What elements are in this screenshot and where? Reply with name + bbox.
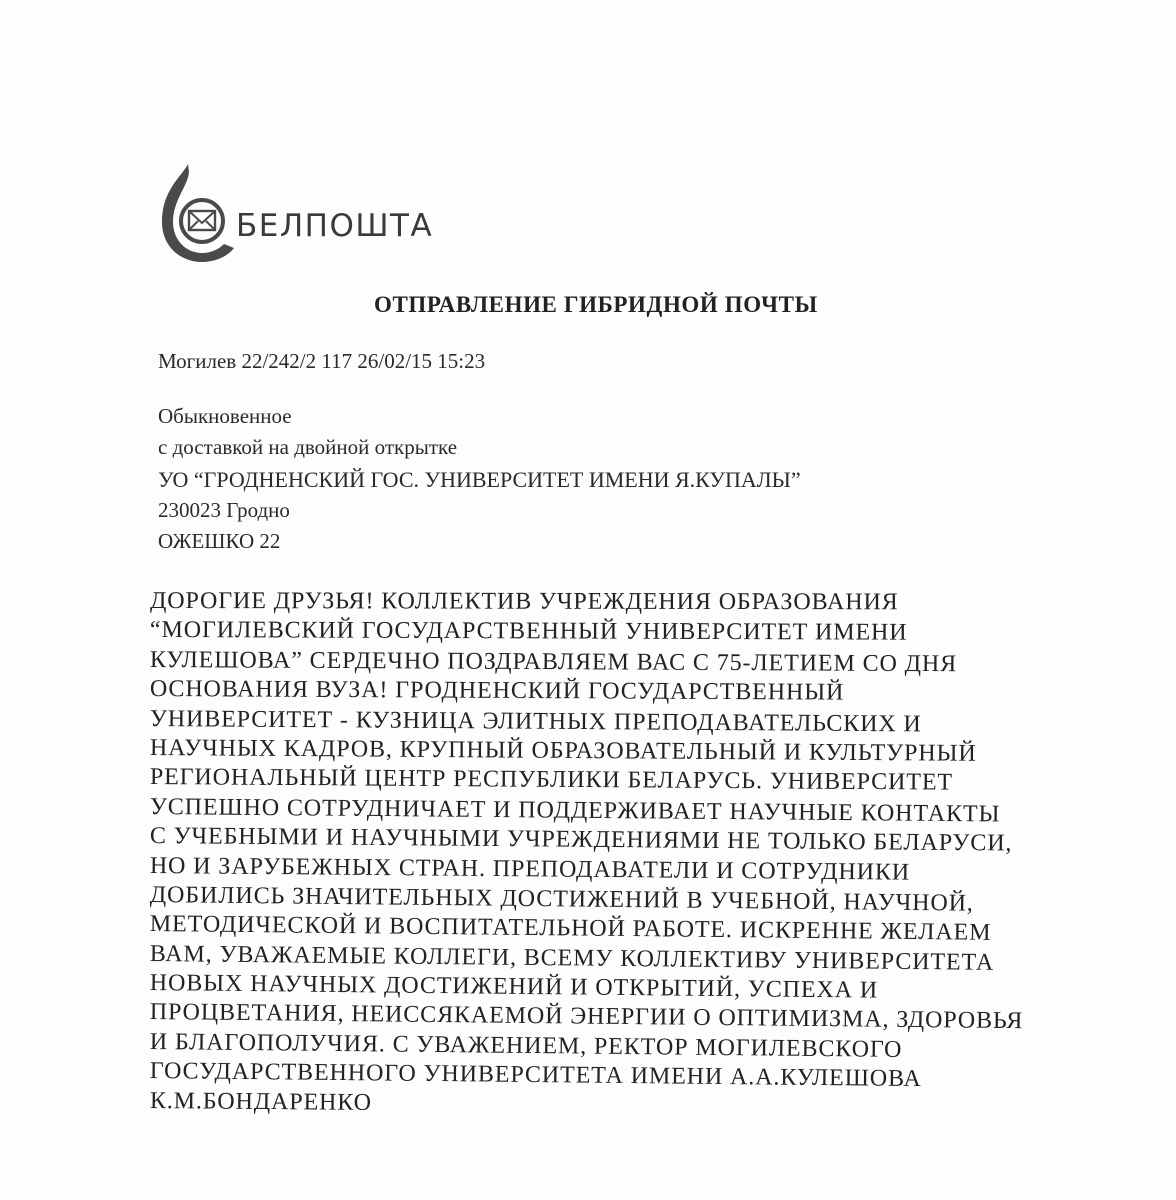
message-line: РЕГИОНАЛЬНЫЙ ЦЕНТР РЕСПУБЛИКИ БЕЛАРУСЬ. УНИВЕРСИТЕТ	[149, 764, 954, 796]
message-line: С УЧЕБНЫМИ И НАУЧНЫМИ УЧРЕЖДЕНИЯМИ НЕ ТОЛЬКО БЕЛАРУСИ,	[149, 823, 1013, 857]
message-line: ДОРОГИЕ ДРУЗЬЯ! КОЛЛЕКТИВ УЧРЕЖДЕНИЯ ОБРАЗОВАНИЯ	[149, 588, 899, 616]
message-line: МЕТОДИЧЕСКОЙ И ВОСПИТАТЕЛЬНОЙ РАБОТЕ. ИСКРЕННЕ ЖЕЛАЕМ	[149, 911, 992, 947]
message-line: УСПЕШНО СОТРУДНИЧАЕТ И ПОДДЕРЖИВАЕТ НАУЧНЫЕ КОНТАКТЫ	[149, 793, 1001, 828]
brand-name: БЕЛПОШТА	[236, 208, 434, 244]
recipient-street: ОЖЕШКО 22	[158, 529, 281, 553]
message-line: ОСНОВАНИЯ ВУЗА! ГРОДНЕНСКИЙ ГОСУДАРСТВЕННЫЙ	[149, 676, 845, 706]
belposhta-logo	[158, 160, 448, 270]
message-line: ГОСУДАРСТВЕННОГО УНИВЕРСИТЕТА ИМЕНИ А.А.КУЛЕШОВА	[149, 1058, 922, 1093]
message-line: “МОГИЛЕВСКИЙ ГОСУДАРСТВЕННЫЙ УНИВЕРСИТЕТ ИМЕНИ	[149, 617, 908, 647]
message-line: ДОБИЛИСЬ ЗНАЧИТЕЛЬНЫХ ДОСТИЖЕНИЙ В УЧЕБНОЙ, НАУЧНОЙ,	[149, 881, 974, 917]
message-line: НО И ЗАРУБЕЖНЫХ СТРАН. ПРЕПОДАВАТЕЛИ И СОТРУДНИКИ	[149, 852, 911, 886]
document-title: ОТПРАВЛЕНИЕ ГИБРИДНОЙ ПОЧТЫ	[374, 292, 818, 317]
message-line: ВАМ, УВАЖАЕМЫЕ КОЛЛЕГИ, ВСЕМУ КОЛЛЕКТИВУ УНИВЕРСИТЕТА	[149, 940, 995, 976]
message-line: КУЛЕШОВА” СЕРДЕЧНО ПОЗДРАВЛЯЕМ ВАС С 75-ЛЕТИЕМ СО ДНЯ	[149, 646, 958, 678]
service-type: Обыкновенное	[158, 404, 292, 428]
message-line: УНИВЕРСИТЕТ - КУЗНИЦА ЭЛИТНЫХ ПРЕПОДАВАТЕЛЬСКИХ И	[149, 705, 922, 737]
envelope-drop-logo-icon	[158, 160, 238, 270]
recipient-name: УО “ГРОДНЕНСКИЙ ГОС. УНИВЕРСИТЕТ ИМЕНИ Я.КУПАЛЫ”	[158, 467, 801, 492]
message-body	[150, 587, 1090, 1116]
message-line: И БЛАГОПОЛУЧИЯ. С УВАЖЕНИЕМ, РЕКТОР МОГИЛЕВСКОГО	[149, 1028, 903, 1063]
message-line: К.М.БОНДАРЕНКО	[149, 1087, 372, 1116]
delivery-note: с доставкой на двойной открытке	[158, 435, 458, 459]
recipient-city: 230023 Гродно	[158, 498, 290, 522]
meta-line: Могилев 22/242/2 117 26/02/15 15:23	[158, 349, 486, 373]
message-line: ПРОЦВЕТАНИЯ, НЕИССЯКАЕМОЙ ЭНЕРГИИ О ОПТИМИЗМА, ЗДОРОВЬЯ	[149, 999, 1024, 1035]
message-line: НАУЧНЫХ КАДРОВ, КРУПНЫЙ ОБРАЗОВАТЕЛЬНЫЙ И КУЛЬТУРНЫЙ	[149, 734, 977, 767]
message-line: НОВЫХ НАУЧНЫХ ДОСТИЖЕНИЙ И ОТКРЫТИЙ, УСПЕХА И	[149, 970, 879, 1004]
